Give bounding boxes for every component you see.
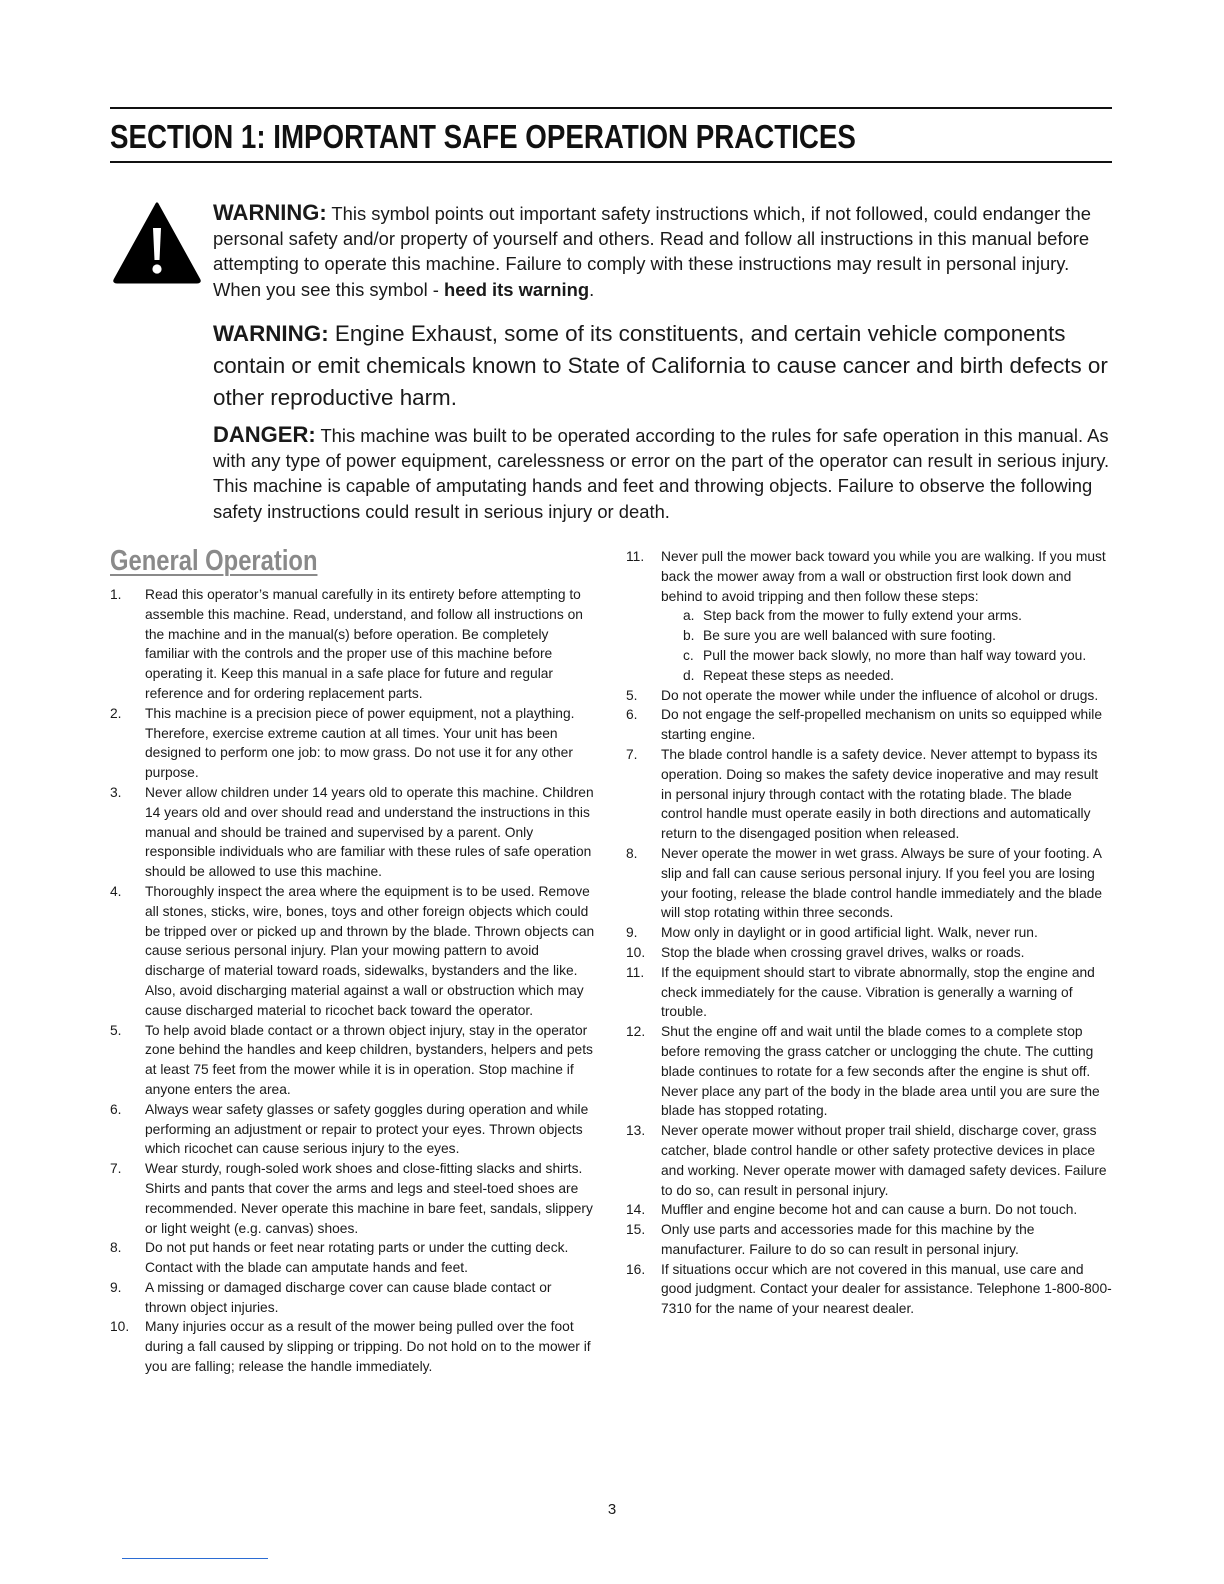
step-item — [683, 646, 1112, 666]
item-number: 9. — [626, 925, 638, 941]
list-item — [110, 704, 596, 783]
item-number: 10. — [110, 1319, 130, 1335]
step-letter: d. — [683, 667, 695, 683]
step-letter: b. — [683, 628, 695, 644]
item-number: 13. — [626, 1123, 646, 1139]
item-number: 4. — [110, 883, 122, 899]
right-rules-list — [626, 547, 1112, 1319]
item-text: Shut the engine off and wait until the blade comes to a complete stop before removing the grass catcher or unclogging the chute. The cutting blade continues to rotate for a few seconds after the engine is shut off. Never place any part of the body in the blade area until you are sure the blade has stopped rotating. — [661, 1024, 1100, 1119]
step-letter: c. — [683, 647, 694, 663]
list-item — [626, 1121, 1112, 1200]
steps-list — [683, 606, 1112, 685]
list-item — [626, 1260, 1112, 1319]
item-number: 15. — [626, 1222, 646, 1238]
item-text: Do not put hands or feet near rotating parts or under the cutting deck. Contact with the blade can amputate hands and feet. — [145, 1240, 569, 1276]
item-number: 3. — [110, 784, 122, 800]
step-item — [683, 606, 1112, 626]
footer-divider — [122, 1558, 268, 1559]
step-text: Be sure you are well balanced with sure footing. — [703, 628, 996, 644]
item-number: 1. — [110, 587, 122, 602]
step-text: Pull the mower back slowly, no more than half way toward you. — [703, 647, 1087, 663]
notice-emphasis: heed its warning — [444, 278, 590, 300]
notice-label: WARNING: — [213, 321, 329, 346]
item-number: 11. — [626, 964, 645, 980]
item-number: 16. — [626, 1261, 646, 1277]
item-number: 6. — [626, 707, 638, 723]
list-item — [110, 1238, 596, 1278]
item-text: Always wear safety glasses or safety goggles during operation and while performing an adjustment or repair to protect your eyes. Thrown objects which ricochet can cause serious injury to the eyes. — [145, 1101, 589, 1157]
item-number: 2. — [110, 705, 122, 721]
step-item — [683, 626, 1112, 646]
item-number: 8. — [626, 845, 638, 861]
list-item — [626, 943, 1112, 963]
steps-container — [626, 606, 1112, 685]
list-item — [110, 585, 596, 704]
warning-triangle-icon — [112, 200, 202, 284]
left-rules-list — [110, 585, 596, 1377]
list-item — [110, 882, 596, 1021]
item-text: The blade control handle is a safety device. Never attempt to bypass its operation. Doing so makes the safety device inoperative and may result in personal injury through contact with the rotating blade. The blade control handle must operate easily in both directions and automatically return to the disengaged position when released. — [661, 746, 1099, 842]
list-item — [110, 1100, 596, 1159]
notice-text: This symbol points out important safety instructions which, if not followed, could endanger the personal safety and/or property of yourself and others. Read and follow all instructions in this manual before attempting to operate this machine. Failure to comply with these instructions may result in personal injury. When you see this symbol - — [213, 203, 1091, 300]
item-text: To help avoid blade contact or a thrown object injury, stay in the operator zone behind the handles and keep children, bystanders, helpers and pets at least 75 feet from the mower while it is in operation. Stop machine if anyone enters the area. — [145, 1022, 593, 1097]
item-text: Do not operate the mower while under the influence of alcohol or drugs. — [661, 687, 1099, 703]
list-item — [110, 1159, 596, 1238]
list-item — [626, 923, 1112, 943]
item-text: Do not engage the self-propelled mechanism on units so equipped while starting engine. — [661, 707, 1103, 743]
notice-label: WARNING: — [213, 200, 327, 225]
item-number: 7. — [110, 1161, 122, 1177]
item-text: Muffler and engine become hot and can cause a burn. Do not touch. — [661, 1202, 1078, 1218]
step-text: Repeat these steps as needed. — [703, 667, 894, 683]
california-warning-notice — [213, 318, 1113, 414]
item-number: 11. — [626, 549, 645, 564]
item-number: 10. — [626, 944, 646, 960]
notice-end: . — [589, 278, 595, 300]
notice-label: DANGER: — [213, 422, 316, 447]
list-item — [110, 783, 596, 882]
item-text: Never operate the mower in wet grass. Always be sure of your footing. A slip and fall can cause serious personal injury. If you feel you are losing your footing, release the blade control handle immediately and the blade will stop rotating within three seconds. — [661, 845, 1103, 921]
step-text: Step back from the mower to fully extend your arms. — [703, 608, 1022, 624]
list-item — [626, 844, 1112, 923]
general-operation-heading: General Operation — [110, 545, 318, 577]
item-text: Never pull the mower back toward you while you are walking. If you must back the mower away from a wall or obstruction first look down and behind to avoid tripping and then follow these steps: — [661, 549, 1106, 604]
list-item — [626, 1200, 1112, 1220]
list-item — [626, 547, 1112, 606]
list-item — [626, 1220, 1112, 1260]
item-text: A missing or damaged discharge cover can cause blade contact or thrown object injuries. — [145, 1279, 552, 1315]
item-number: 9. — [110, 1279, 122, 1295]
item-text: If the equipment should start to vibrate abnormally, stop the engine and check immediately for the cause. Vibration is generally a warning of trouble. — [661, 964, 1095, 1020]
notice-text: This machine was built to be operated according to the rules for safe operation in this manual. As with any type of power equipment, carelessness or error on the part of the operator can result in serious injury. This machine is capable of amputating hands and feet and throwing objects. Failure to observe the following safety instructions could result in serious injury or death. — [213, 425, 1110, 522]
item-text: Thoroughly inspect the area where the equipment is to be used. Remove all stones, sticks, wire, bones, toys and other foreign objects which could be tripped over or picked up and thrown by the blade. Thrown objects can cause serious personal injury. Plan your mowing pattern to avoid discharge of material toward roads, sidewalks, bystanders and the like. Also, avoid discharging material against a wall or obstruction which may cause discharged material to ricochet back toward the operator. — [145, 883, 595, 1018]
list-item — [110, 1278, 596, 1318]
page-number: 3 — [607, 1501, 617, 1518]
step-item — [683, 666, 1112, 686]
safety-alert-notice — [213, 200, 1113, 302]
item-text: Only use parts and accessories made for this machine by the manufacturer. Failure to do so can result in personal injury. — [661, 1222, 1035, 1257]
item-text: If situations occur which are not covered in this manual, use care and good judgment. Contact your dealer for assistance. Telephone 1-800-800-7310 for the name of your nearest dealer. — [661, 1261, 1112, 1317]
item-number: 14. — [626, 1202, 646, 1218]
item-text: Many injuries occur as a result of the mower being pulled over the foot during a fall caused by slipping or tripping. Do not hold on to the mower if you are falling; release the handle immediately. — [145, 1319, 591, 1375]
list-item — [110, 1021, 596, 1100]
item-number: 5. — [626, 687, 638, 703]
item-number: 6. — [110, 1101, 122, 1117]
item-text: Never allow children under 14 years old to operate this machine. Children 14 years old and over should read and understand the instructions in this manual and should be trained and supervised by a parent. Only responsible individuals who are familiar with these rules of safe operation should be allowed to use this machine. — [145, 784, 594, 880]
section-title: SECTION 1: IMPORTANT SAFE OPERATION PRACTICES — [110, 118, 856, 155]
list-item — [110, 1317, 596, 1376]
danger-notice — [213, 422, 1113, 524]
item-text: Never operate mower without proper trail shield, discharge cover, grass catcher, blade control handle or other safety protective devices in place and working. Never operate mower with damaged safety devices. Failure to do so, can result in personal injury. — [661, 1123, 1107, 1198]
title-underline — [110, 161, 1112, 163]
list-item — [626, 705, 1112, 745]
item-number: 8. — [110, 1240, 122, 1256]
item-number: 7. — [626, 746, 638, 762]
top-rule — [110, 107, 1112, 109]
item-number: 12. — [626, 1024, 646, 1040]
item-number: 5. — [110, 1022, 122, 1038]
step-letter: a. — [683, 608, 695, 624]
notice-text: Engine Exhaust, some of its constituents, and certain vehicle components contain or emit chemicals known to State of California to cause cancer and birth defects or other reproductive harm. — [213, 321, 1108, 410]
item-text: Stop the blade when crossing gravel drives, walks or roads. — [661, 944, 1025, 960]
item-text: Mow only in daylight or in good artificial light. Walk, never run. — [661, 925, 1038, 941]
list-item — [626, 686, 1112, 706]
list-item — [626, 1022, 1112, 1121]
list-item — [626, 745, 1112, 844]
list-item — [626, 963, 1112, 1022]
item-text: Wear sturdy, rough-soled work shoes and close-fitting slacks and shirts. Shirts and pants that cover the arms and legs and steel-toed shoes are recommended. Never operate this machine in bare feet, sandals, slippery or light weight (e.g. canvas) shoes. — [145, 1161, 593, 1236]
item-text: Read this operator’s manual carefully in its entirety before attempting to assemble this machine. Read, understand, and follow all instructions on the machine and in the manual(s) before operation. Be completely familiar with the controls and the proper use of this machine before operating it. Keep this manual in a safe place for future and regular reference and for ordering replacement parts. — [145, 587, 583, 701]
item-text: This machine is a precision piece of power equipment, not a plaything. Therefore, exercise extreme caution at all times. Your unit has been designed to perform one job: to mow grass. Do not use it for any other purpose. — [145, 705, 575, 781]
